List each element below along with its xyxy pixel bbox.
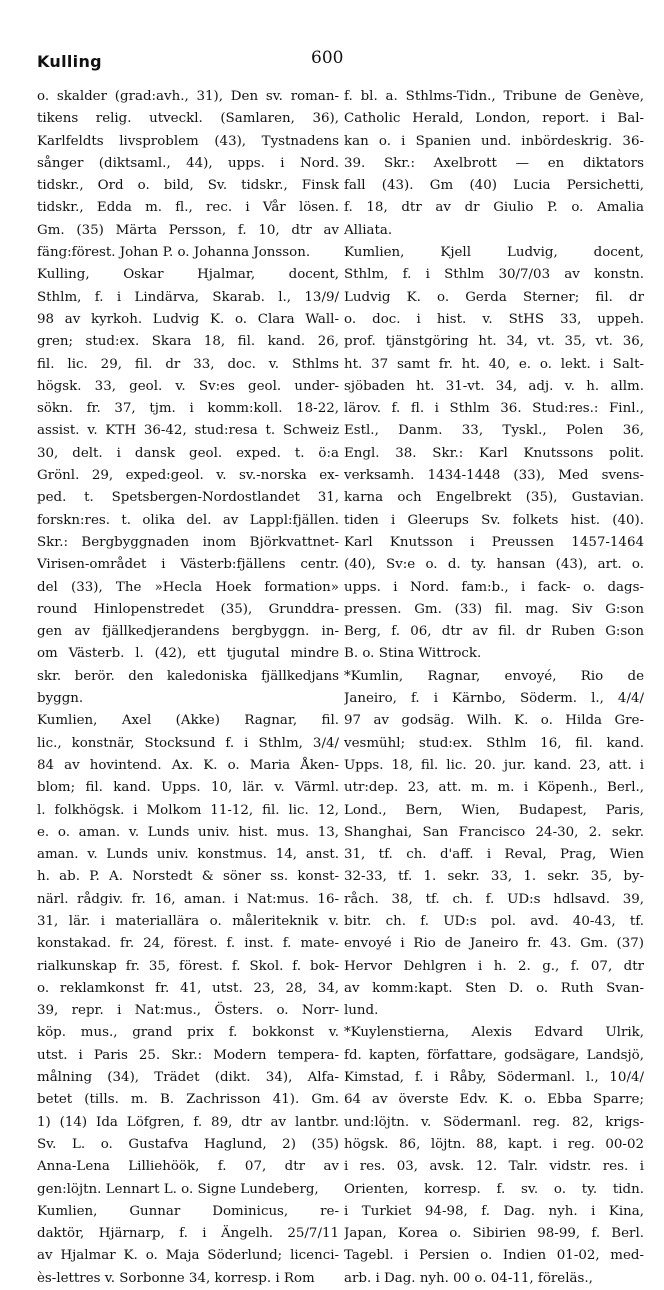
left-column [37, 86, 339, 1290]
text-line: tidskr., Ord o. bild, Sv. tidskr., Finsk [37, 178, 339, 194]
text-line: kan o. i Spanien und. inbördeskrig. 36- [344, 133, 644, 149]
text-line: köp. mus., grand prix f. bokkonst v. [37, 1025, 339, 1041]
text-line: aman. v. Lunds univ. konstmus. 14, anst. [37, 847, 339, 863]
text-line: utr:dep. 23, att. m. m. i Köpenh., Berl., [344, 780, 644, 796]
text-line: 97 av godsäg. Wilh. K. o. Hilda Gre- [344, 713, 644, 729]
text-line: skr. berör. den kaledoniska fjällkedjans [37, 668, 339, 684]
text-line: Hervor Dehlgren i h. 2. g., f. 07, dtr [344, 958, 644, 974]
text-line: högsk. 86, löjtn. 88, kapt. i reg. 00-02 [344, 1136, 644, 1152]
text-line: sjöbaden ht. 31-vt. 34, adj. v. h. allm. [344, 378, 644, 394]
text-line: Shanghai, San Francisco 24-30, 2. sekr. [344, 824, 644, 840]
text-line: fd. kapten, författare, godsägare, Landsjö, [344, 1047, 644, 1063]
text-line: *Kuylenstierna, Alexis Edvard Ulrik, [344, 1025, 644, 1041]
text-line: o. doc. i hist. v. StHS 33, uppeh. [344, 311, 644, 327]
text-line: f. bl. a. Sthlms-Tidn., Tribune de Genève, [344, 89, 644, 104]
text-line: l. folkhögsk. i Molkom 11-12, fil. lic. 12, [37, 802, 339, 818]
text-line: forskn:res. t. olika del. av Lappl:fjällen. [37, 512, 339, 528]
text-line: 30, delt. i dansk geol. exped. t. ö:a [37, 445, 339, 461]
text-line: rialkunskap fr. 35, förest. f. Skol. f. bok- [37, 958, 339, 974]
text-line: ped. t. Spetsbergen-Nordostlandet 31, [37, 490, 339, 506]
text-line: f. 18, dtr av dr Giulio P. o. Amalia [344, 200, 644, 216]
text-line: vesmühl; stud:ex. Sthlm 16, fil. kand. [344, 735, 644, 751]
text-line: lärov. f. fl. i Sthlm 36. Stud:res.: Finl., [344, 401, 644, 417]
text-line: del (33), The »Hecla Hoek formation» [37, 579, 339, 595]
text-line: Sthlm, f. i Sthlm 30/7/03 av konstn. [344, 267, 644, 283]
text-line: i Turkiet 94-98, f. Dag. nyh. i Kina, [344, 1203, 644, 1219]
text-line: tidskr., Edda m. fl., rec. i Vår lösen. [37, 200, 339, 216]
text-line: Karl Knutsson i Preussen 1457-1464 [344, 534, 644, 550]
text-line: Skr.: Bergbyggnaden inom Björkvattnet- [37, 534, 339, 550]
text-line: betet (tills. m. B. Zachrisson 41). Gm. [37, 1092, 339, 1108]
text-line: ht. 37 samt fr. ht. 40, e. o. lekt. i Salt- [344, 356, 644, 372]
text-line: und:löjtn. v. Södermanl. reg. 82, krigs- [344, 1114, 644, 1130]
text-line: (40), Sv:e o. d. ty. hansan (43), art. o. [344, 557, 644, 573]
text-line: Kumlien, Kjell Ludvig, docent, [344, 245, 644, 261]
text-line: Engl. 38. Skr.: Karl Knutssons polit. [344, 445, 644, 461]
text-line: tikens relig. utveckl. (Samlaren, 36), [37, 111, 339, 127]
text-line: Estl., Danm. 33, Tyskl., Polen 36, [344, 423, 644, 439]
text-line: 98 av kyrkoh. Ludvig K. o. Clara Wall- [37, 311, 339, 327]
text-line: envoyé i Rio de Janeiro fr. 43. Gm. (37) [344, 936, 644, 952]
right-column [344, 86, 644, 1290]
text-line: gren; stud:ex. Skara 18, fil. kand. 26, [37, 334, 339, 350]
text-line: Janeiro, f. i Kärnbo, Söderm. l., 4/4/ [344, 691, 644, 707]
text-line: Lond., Bern, Wien, Budapest, Paris, [344, 802, 644, 818]
text-line: högsk. 33, geol. v. Sv:es geol. under- [37, 378, 339, 394]
text-line: sånger (diktsaml., 44), upps. i Nord. [37, 155, 339, 171]
text-line: utst. i Paris 25. Skr.: Modern tempera- [37, 1047, 339, 1063]
text-line: Kulling, Oskar Hjalmar, docent, [37, 267, 339, 283]
text-line: lic., konstnär, Stocksund f. i Sthlm, 3/4/ [37, 735, 339, 751]
text-line: h. ab. P. A. Norstedt & söner ss. konst- [37, 869, 339, 885]
text-line: Karlfeldts livsproblem (43), Tystnadens [37, 133, 339, 149]
text-line: ès-lettres v. Sorbonne 34, korresp. i Rom [37, 1270, 315, 1286]
text-line: blom; fil. kand. Upps. 10, lär. v. Värml. [37, 780, 339, 796]
text-line: 31, tf. ch. d'aff. i Reval, Prag, Wien [344, 847, 644, 863]
text-line: närl. rådgiv. fr. 16, aman. i Nat:mus. 16- [37, 891, 339, 907]
text-line: Sv. L. o. Gustafva Haglund, 2) (35) [37, 1136, 339, 1152]
text-line: Alliata. [344, 222, 393, 238]
text-line: 1) (14) Ida Löfgren, f. 89, dtr av lantbr. [37, 1114, 339, 1130]
text-line: Upps. 18, fil. lic. 20. jur. kand. 23, att. i [344, 757, 644, 773]
text-line: Orienten, korresp. f. sv. o. ty. tidn. [344, 1181, 644, 1197]
text-line: 64 av överste Edv. K. o. Ebba Sparre; [344, 1092, 644, 1108]
text-line: Kumlien, Axel (Akke) Ragnar, fil. [37, 713, 339, 729]
text-line: Ludvig K. o. Gerda Sterner; fil. dr [344, 289, 644, 305]
text-line: prof. tjänstgöring ht. 34, vt. 35, vt. 36, [344, 334, 644, 350]
text-line: Tagebl. i Persien o. Indien 01-02, med- [344, 1248, 644, 1264]
text-line: Anna-Lena Lilliehöök, f. 07, dtr av [37, 1159, 339, 1175]
text-line: B. o. Stina Wittrock. [344, 646, 482, 662]
text-line: gen:löjtn. Lennart L. o. Signe Lundeberg, [37, 1181, 319, 1197]
text-line: Kimstad, f. i Råby, Södermanl. l., 10/4/ [344, 1070, 644, 1086]
text-line: konstakad. fr. 24, förest. f. inst. f. mate- [37, 936, 339, 952]
text-line: av komm:kapt. Sten D. o. Ruth Svan- [344, 980, 644, 996]
text-line: i res. 03, avsk. 12. Talr. vidstr. res. i [344, 1159, 644, 1175]
text-line: gen av fjällkedjerandens bergbyggn. in- [37, 624, 339, 640]
text-line: byggn. [37, 691, 84, 707]
text-line: Berg, f. 06, dtr av fil. dr Ruben G:son [344, 624, 644, 640]
page-number: 600 [311, 48, 344, 68]
text-line: fall (43). Gm (40) Lucia Persichetti, [344, 178, 644, 194]
text-line: daktör, Hjärnarp, f. i Ängelh. 25/7/11 [37, 1226, 339, 1242]
text-line: Sthlm, f. i Lindärva, Skarab. l., 13/9/ [37, 289, 339, 305]
text-line: 39. Skr.: Axelbrott — en diktators [344, 155, 644, 171]
text-line: o. reklamkonst fr. 41, utst. 23, 28, 34, [37, 980, 339, 996]
text-line: bitr. ch. f. UD:s pol. avd. 40-43, tf. [344, 913, 644, 929]
text-line: om Västerb. l. (42), ett tjugutal mindre [37, 646, 339, 662]
text-line: lund. [344, 1003, 379, 1019]
text-line: fil. lic. 29, fil. dr 33, doc. v. Sthlms [37, 356, 339, 372]
text-line: arb. i Dag. nyh. 00 o. 04-11, föreläs., [344, 1270, 593, 1286]
text-line: Virisen-området i Västerb:fjällens centr. [37, 557, 339, 573]
text-line: Catholic Herald, London, report. i Bal- [344, 111, 644, 127]
text-line: 32-33, tf. 1. sekr. 33, 1. sekr. 35, by- [344, 869, 644, 885]
text-line: 31, lär. i materiallära o. måleriteknik v. [37, 913, 339, 929]
text-line: målning (34), Trädet (dikt. 34), Alfa- [37, 1070, 339, 1086]
text-line: o. skalder (grad:avh., 31), Den sv. roman- [37, 89, 339, 104]
text-line: tiden i Gleerups Sv. folkets hist. (40). [344, 512, 644, 528]
text-line: 39, repr. i Nat:mus., Östers. o. Norr- [37, 1003, 339, 1019]
text-line: sökn. fr. 37, tjm. i komm:koll. 18-22, [37, 401, 339, 417]
text-line: av Hjalmar K. o. Maja Söderlund; licenci- [37, 1248, 339, 1264]
text-line: 84 av hovintend. Ax. K. o. Maria Åken- [37, 757, 339, 773]
text-line: råch. 38, tf. ch. f. UD:s hdlsavd. 39, [344, 891, 644, 907]
text-line: Kumlien, Gunnar Dominicus, re- [37, 1203, 339, 1219]
text-line: verksamh. 1434-1448 (33), Med svens- [344, 468, 644, 484]
running-head: Kulling [37, 52, 102, 71]
text-line: round Hinlopenstredet (35), Grunddra- [37, 601, 339, 617]
text-line: pressen. Gm. (33) fil. mag. Siv G:son [344, 601, 644, 617]
text-line: upps. i Nord. fam:b., i fack- o. dags- [344, 579, 644, 595]
text-line: assist. v. KTH 36-42, stud:resa t. Schweiz [37, 423, 339, 439]
text-line: *Kumlin, Ragnar, envoyé, Rio de [344, 668, 644, 684]
text-line: Gm. (35) Märta Persson, f. 10, dtr av [37, 222, 339, 238]
text-line: Japan, Korea o. Sibirien 98-99, f. Berl. [344, 1226, 644, 1242]
text-line: e. o. aman. v. Lunds univ. hist. mus. 13, [37, 824, 339, 840]
text-line: Grönl. 29, exped:geol. v. sv.-norska ex- [37, 468, 339, 484]
text-line: fäng:förest. Johan P. o. Johanna Jonsson. [37, 245, 311, 261]
text-line: karna och Engelbrekt (35), Gustavian. [344, 490, 644, 506]
